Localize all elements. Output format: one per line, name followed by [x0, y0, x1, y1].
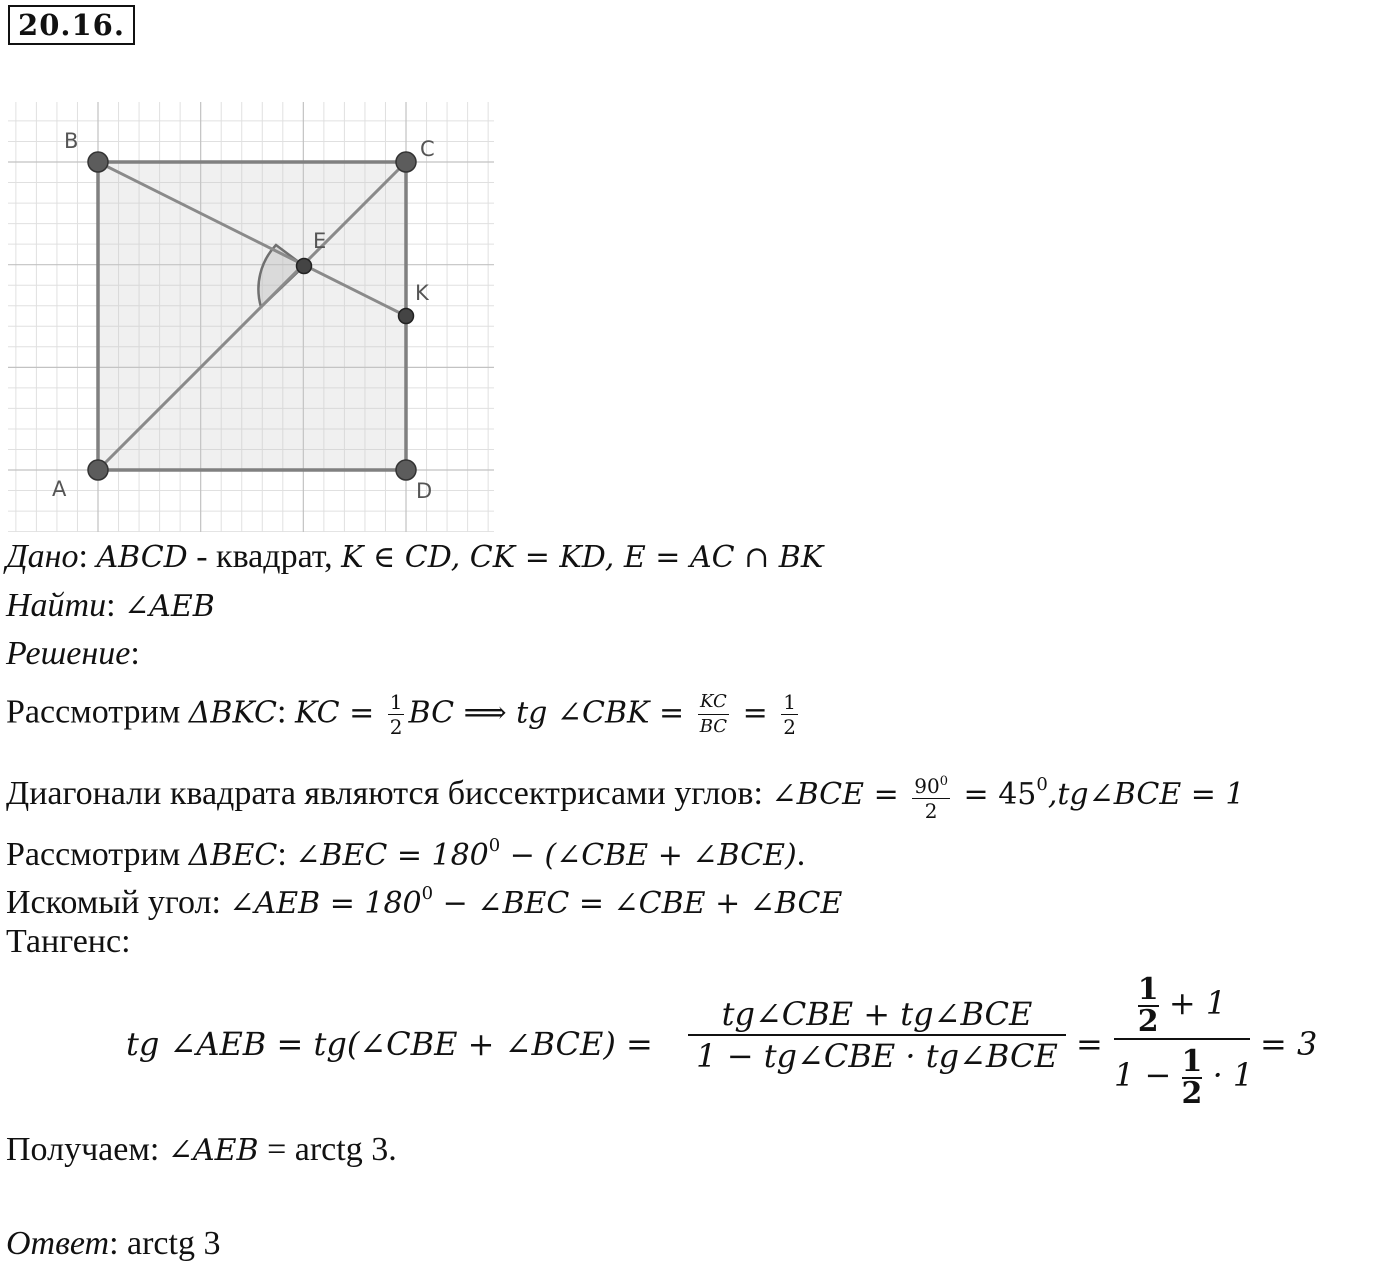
fraction-half: $\frac{1}{2}$	[389, 690, 403, 739]
half-numerator: $\frac{1}{2}$	[1137, 971, 1159, 1039]
given-label: Дано	[6, 538, 79, 575]
step1-prefix: Рассмотрим	[6, 693, 189, 731]
answer-sep: :	[109, 1225, 119, 1262]
point-k	[399, 309, 414, 324]
formula-lhs: tg ∠AEB = tg(∠CBE + ∠BCE) =	[126, 1025, 653, 1063]
step2-rest-sup: 0	[1036, 774, 1048, 795]
step1-line	[6, 690, 802, 739]
step1-triangle: ΔBKC	[188, 695, 278, 731]
find-line	[6, 586, 215, 627]
step1-mid: BC ⟹ tg ∠CBK =	[408, 695, 694, 731]
label-k: K	[415, 281, 429, 305]
answer-line	[6, 1224, 220, 1264]
conclusion-prefix: Получаем:	[6, 1131, 168, 1168]
given-figure: ABCD	[96, 540, 188, 575]
point-a	[88, 460, 108, 480]
point-e	[297, 259, 312, 274]
step2-line	[6, 765, 1245, 823]
formula-frac2-den-rest: · 1	[1212, 1056, 1254, 1094]
label-c: C	[420, 137, 435, 161]
point-c	[396, 152, 416, 172]
step4-eq1: ∠AEB = 180	[229, 886, 422, 921]
fraction-kc-bc: $\frac{KC}{BC}$	[699, 691, 728, 737]
solution-line	[6, 634, 140, 674]
step1-eq: =	[733, 695, 778, 731]
conclusion-line	[6, 1130, 397, 1171]
conclusion-rest: = arctg 3.	[258, 1131, 397, 1168]
given-sep: :	[78, 538, 88, 575]
step4-eq2: − ∠BEC = ∠CBE + ∠BCE	[433, 886, 843, 921]
step1-lhs: KC =	[294, 695, 384, 731]
step3-sup: 0	[488, 835, 501, 856]
step4-sup: 0	[421, 883, 434, 904]
formula-fraction-tangent-sum	[688, 994, 1066, 1076]
fraction-90-2: $\frac{90^0}{2}$	[912, 770, 950, 823]
given-conditions: K ∈ CD, CK = KD, E = AC ∩ BK	[341, 540, 824, 575]
solution-sep: :	[130, 635, 140, 672]
step2-prefix: Диагонали квадрата являются биссектрисами углов:	[6, 775, 772, 812]
problem-number: 20.16.	[8, 5, 135, 45]
formula-frac2-num-rest: + 1	[1168, 984, 1227, 1022]
step3-eq1: ∠BEC = 180	[295, 838, 489, 873]
point-d	[396, 460, 416, 480]
tangent-label: Тангенс:	[6, 923, 131, 960]
step4-prefix: Искомый угол:	[6, 884, 230, 921]
step2-tail: ,tg∠BCE = 1	[1047, 777, 1245, 812]
step3-line	[6, 826, 805, 876]
step2-angle: ∠BCE =	[771, 777, 909, 812]
formula-frac1-num: tg∠CBE + tg∠BCE	[721, 995, 1033, 1033]
step3-prefix: Рассмотрим	[6, 836, 189, 873]
formula-frac2-den-lead: 1 −	[1114, 1056, 1172, 1094]
geometry-figure	[8, 102, 494, 532]
point-b	[88, 152, 108, 172]
answer-label: Ответ	[6, 1225, 110, 1262]
step3-eq2: − (∠CBE + ∠BCE)	[500, 838, 797, 873]
given-text: - квадрат,	[187, 538, 342, 575]
find-label: Найти	[6, 587, 107, 624]
label-b: B	[64, 129, 79, 153]
step3-math: ΔBEC	[188, 838, 278, 873]
step3-colon: :	[277, 836, 287, 873]
step4-line	[6, 874, 842, 924]
step1-colon: :	[277, 693, 287, 731]
fraction-result-half: $\frac{1}{2}$	[783, 690, 796, 739]
formula-result: = 3	[1260, 1025, 1318, 1063]
given-line	[6, 537, 823, 578]
label-e: E	[313, 229, 327, 253]
formula-eq2: =	[1076, 1025, 1103, 1063]
formula-fraction-numeric	[1114, 968, 1254, 1111]
step3-end: .	[796, 836, 806, 873]
solution-label: Решение	[6, 635, 131, 672]
conclusion-math: ∠AEB	[167, 1133, 259, 1168]
half-denominator: $\frac{1}{2}$	[1181, 1043, 1203, 1111]
answer-value: arctg 3	[118, 1225, 221, 1262]
find-target: ∠AEB	[124, 589, 215, 624]
step2-rest: = 45	[953, 777, 1037, 812]
label-a: A	[52, 477, 67, 501]
formula-frac1-den: 1 − tg∠CBE · tg∠BCE	[696, 1037, 1058, 1075]
find-sep: :	[106, 587, 116, 624]
label-d: D	[416, 479, 433, 503]
